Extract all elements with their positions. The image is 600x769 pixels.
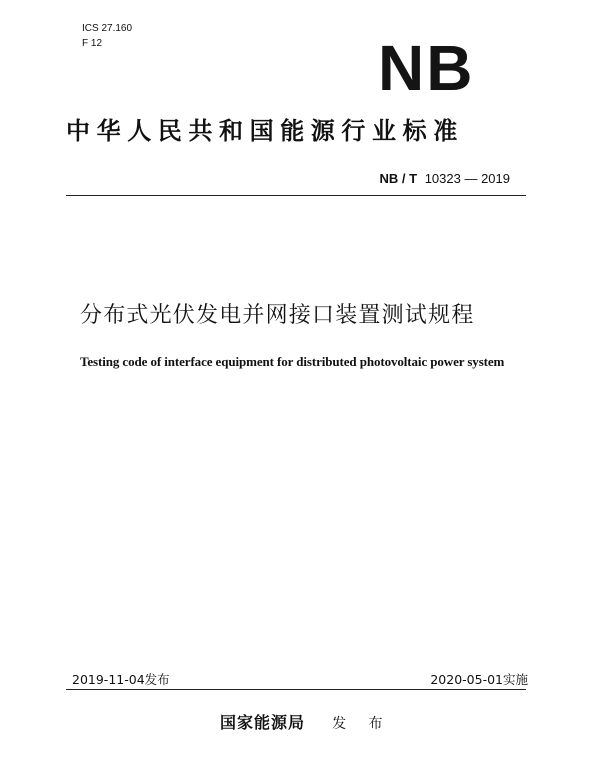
standard-number [380,171,510,187]
ics-code: ICS 27.160 [82,23,133,34]
standard-number-value: 10323 — 2019 [424,171,510,186]
standard-number-prefix: NB / T [379,171,418,186]
bottom-divider [66,689,526,690]
document-title-chinese: 分布式光伏发电并网接口装置测试规程 [80,303,475,328]
nb-logo: NB [378,32,475,104]
classification-code: F 12 [82,38,103,49]
implementation-date: 2020-05-01实施 [430,672,528,687]
top-divider [66,195,526,196]
issue-date: 2019-11-04发布 [72,672,170,687]
publisher-name: 国家能源局 [220,713,306,732]
document-title-english: Testing code of interface equipment for distributed photovoltaic power system [80,354,505,369]
publisher-line [220,712,392,735]
publish-action: 发 布 [332,716,392,732]
standard-category-title: 中华人民共和国能源行业标准 [66,117,464,145]
